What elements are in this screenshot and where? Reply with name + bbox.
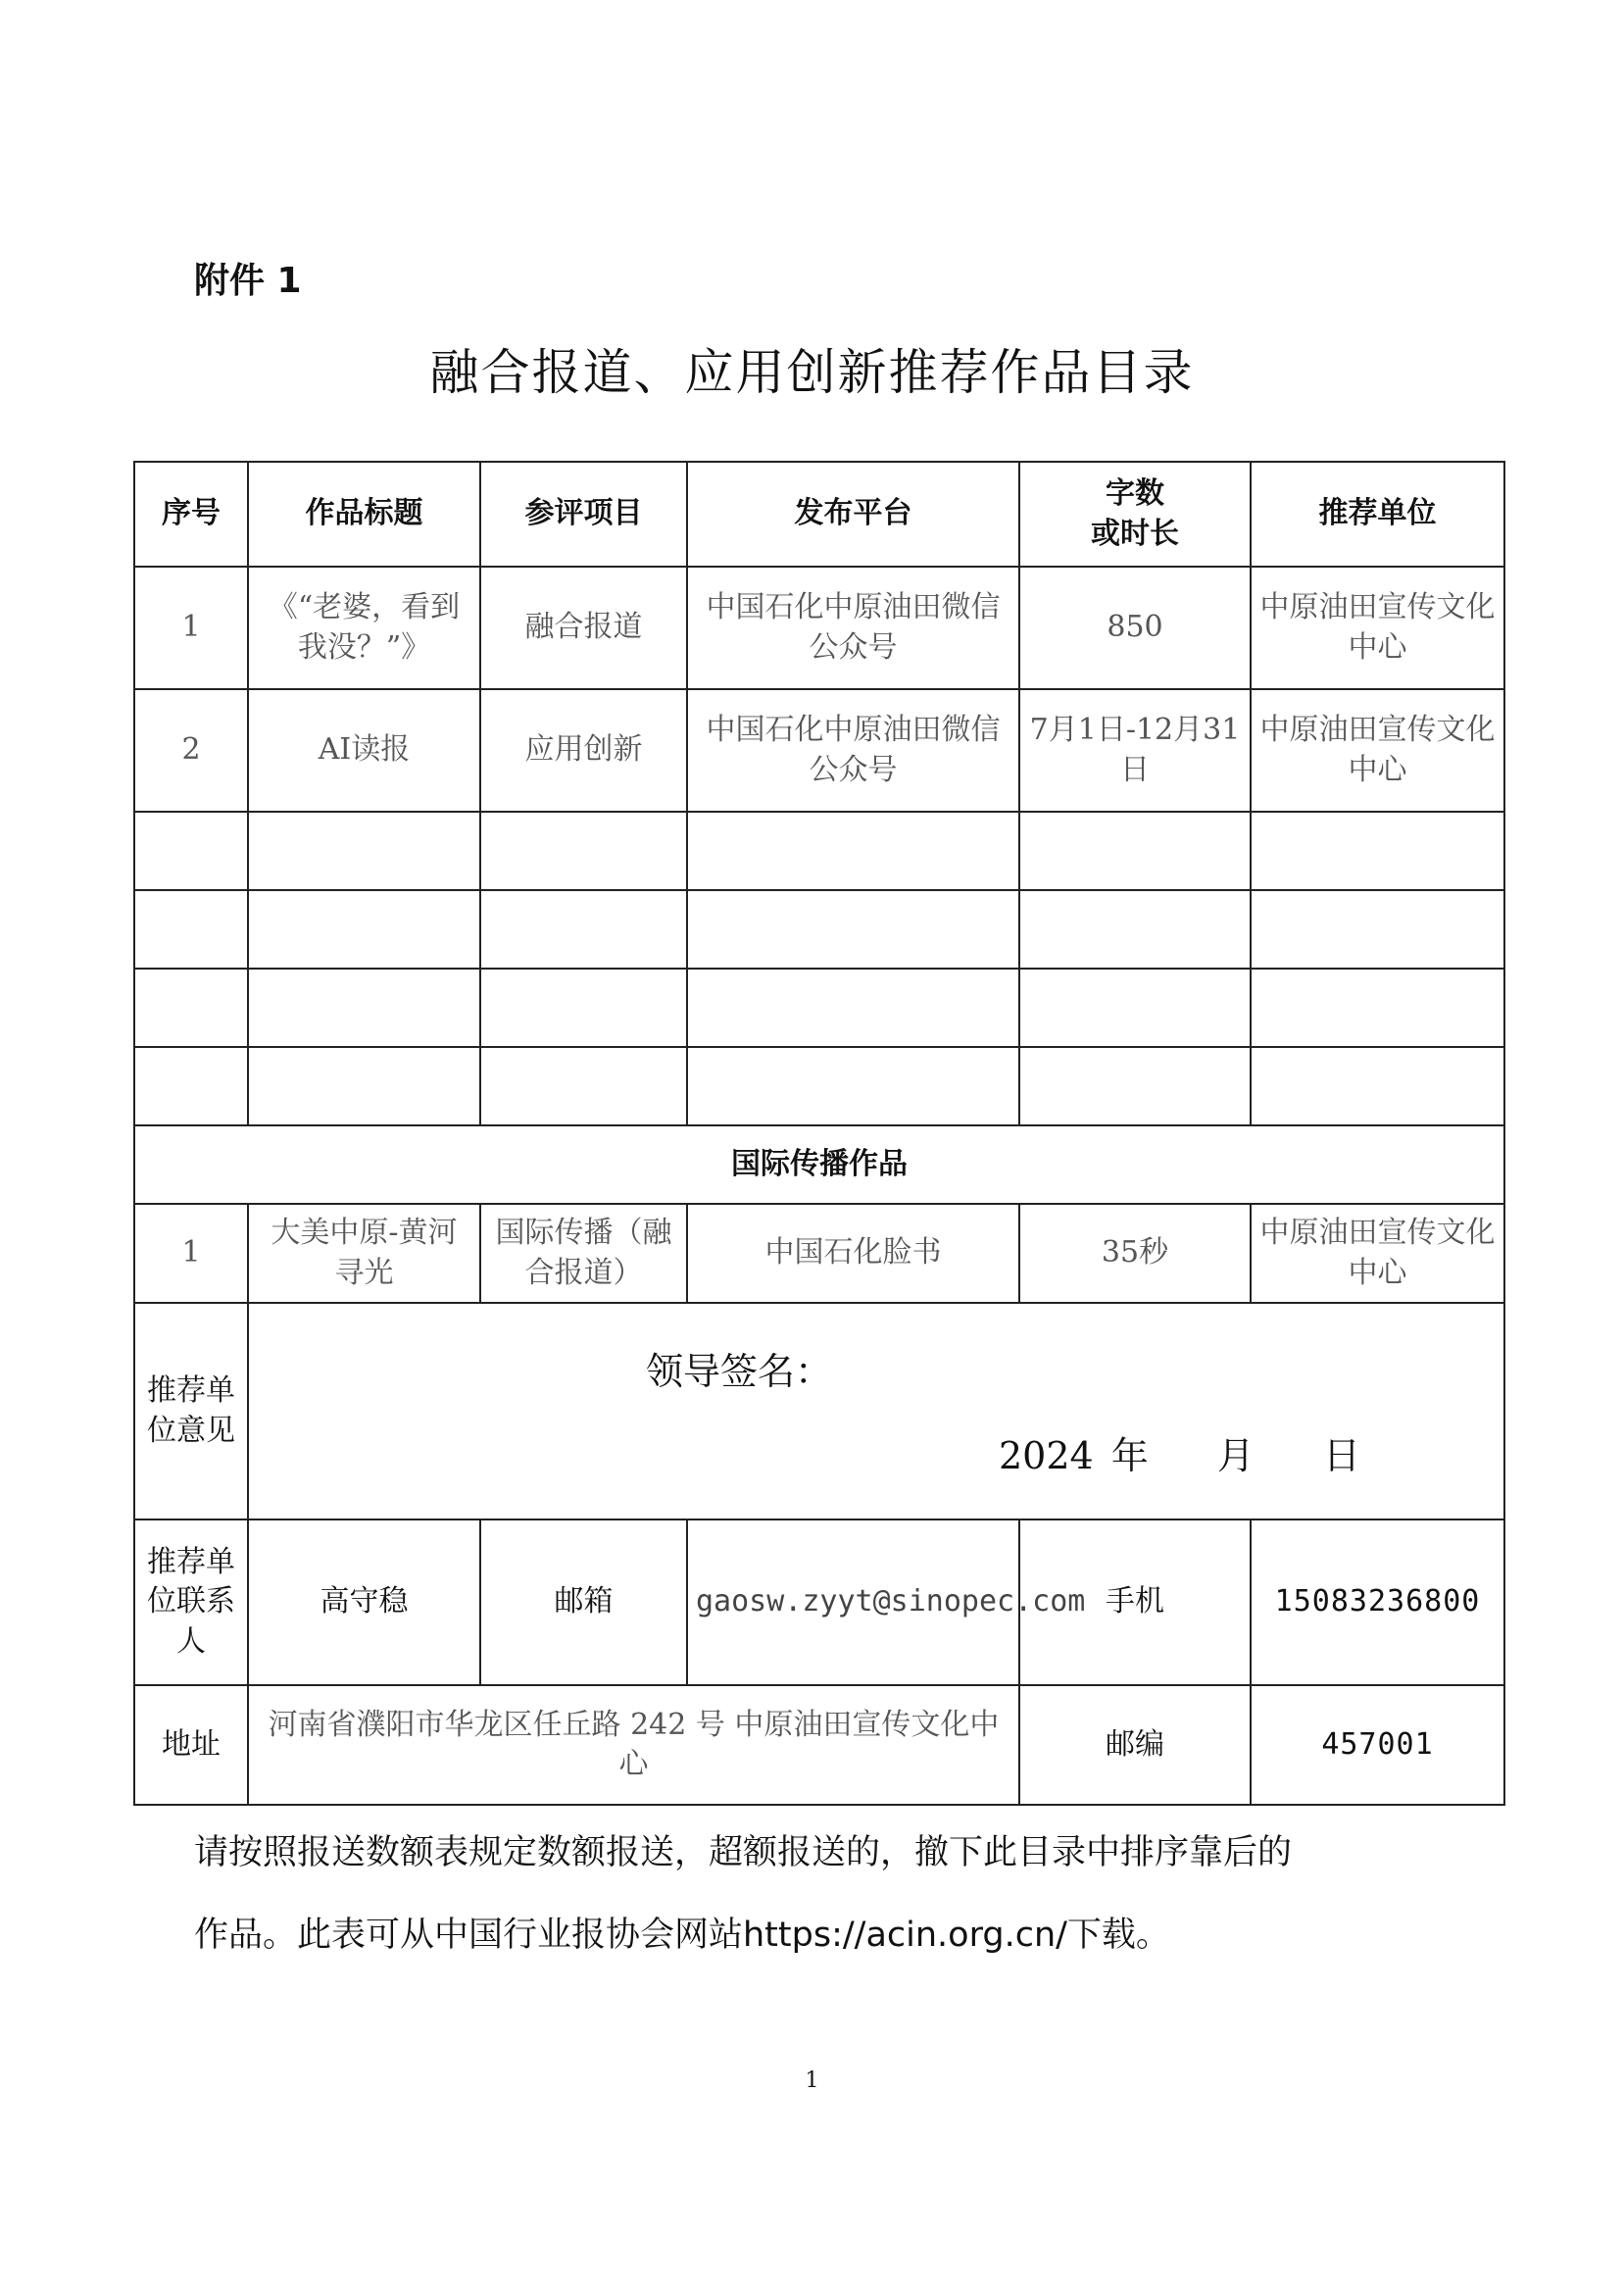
header-cell: 序号: [134, 462, 248, 567]
header-cell: 字数 或时长: [1019, 462, 1251, 567]
date-year-unit: 年: [1110, 1434, 1149, 1477]
contact-phone: 15083236800: [1251, 1519, 1504, 1685]
work-category: 国际传播（融合报道）: [480, 1204, 687, 1303]
contact-label: 推荐单位联系人: [134, 1519, 248, 1685]
date-year: 2024: [999, 1434, 1094, 1477]
page-number: 1: [805, 2068, 819, 2093]
row-number: 1: [134, 1204, 248, 1303]
work-platform: 中国石化中原油田微信公众号: [687, 689, 1019, 812]
empty-row: [134, 1047, 1504, 1125]
header-cell: 推荐单位: [1251, 462, 1504, 567]
note-line: 作品。此表可从中国行业报协会网站https://acin.org.cn/下载。: [194, 1916, 1170, 1955]
email-label: 邮箱: [480, 1519, 687, 1685]
work-platform: 中国石化脸书: [687, 1204, 1019, 1303]
address-row: [134, 1685, 1504, 1805]
signature-area: [248, 1303, 1504, 1519]
work-length: 850: [1019, 567, 1251, 689]
address-value: 河南省濮阳市华龙区任丘路 242 号 中原油田宣传文化中心: [248, 1685, 1019, 1805]
date-day-unit: 日: [1323, 1434, 1361, 1477]
work-title: AI读报: [248, 689, 480, 812]
attachment-label: 附件 1: [194, 261, 302, 301]
document-title: 融合报道、应用创新推荐作品目录: [429, 344, 1195, 401]
empty-row: [134, 969, 1504, 1047]
recommending-unit: 中原油田宣传文化中心: [1251, 567, 1504, 689]
opinion-row: [134, 1303, 1504, 1519]
contact-email: gaosw.zyyt@sinopec.com: [687, 1519, 1019, 1685]
row-number: 1: [134, 567, 248, 689]
zip-code: 457001: [1251, 1685, 1504, 1805]
zip-label: 邮编: [1019, 1685, 1251, 1805]
table-header-row: [134, 462, 1504, 567]
work-title: 《“老婆，看到我没？”》: [248, 567, 480, 689]
phone-label: 手机: [1019, 1519, 1251, 1685]
section-header-row: [134, 1125, 1504, 1204]
work-category: 应用创新: [480, 689, 687, 812]
work-category: 融合报道: [480, 567, 687, 689]
date-month-unit: 月: [1216, 1434, 1255, 1477]
empty-row: [134, 890, 1504, 969]
work-platform: 中国石化中原油田微信公众号: [687, 567, 1019, 689]
work-length: 7月1日-12月31日: [1019, 689, 1251, 812]
table-row: [134, 567, 1504, 689]
row-number: 2: [134, 689, 248, 812]
table-row: [134, 1204, 1504, 1303]
opinion-label: 推荐单位意见: [134, 1303, 248, 1519]
recommending-unit: 中原油田宣传文化中心: [1251, 1204, 1504, 1303]
work-length: 35秒: [1019, 1204, 1251, 1303]
works-table: [133, 461, 1505, 1806]
section-title: 国际传播作品: [134, 1125, 1504, 1204]
contact-row: [134, 1519, 1504, 1685]
signature-date: [999, 1431, 1360, 1481]
header-cell: 参评项目: [480, 462, 687, 567]
table-row: [134, 689, 1504, 812]
work-title: 大美中原-黄河寻光: [248, 1204, 480, 1303]
signature-label: 领导签名：: [646, 1350, 833, 1393]
header-cell: 作品标题: [248, 462, 480, 567]
recommending-unit: 中原油田宣传文化中心: [1251, 689, 1504, 812]
empty-row: [134, 812, 1504, 890]
note-line: 请按照报送数额表规定数额报送，超额报送的，撤下此目录中排序靠后的: [194, 1833, 1293, 1872]
header-cell: 发布平台: [687, 462, 1019, 567]
contact-name: 高守稳: [248, 1519, 480, 1685]
address-label: 地址: [134, 1685, 248, 1805]
